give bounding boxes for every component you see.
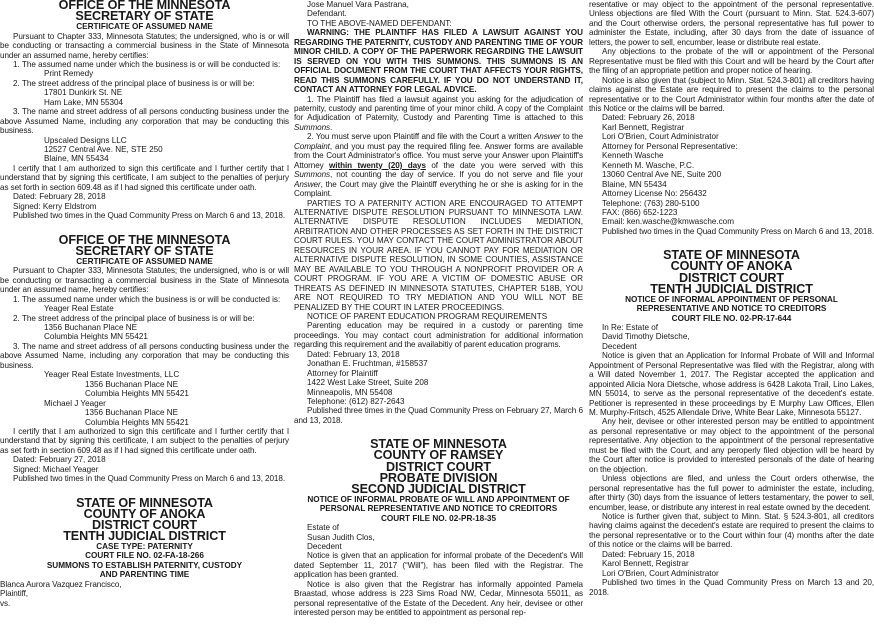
- summons-title: SUMMONS TO ESTABLISH PATERNITY, CUSTODY: [46, 560, 243, 570]
- certify-paragraph: I certify that I am authorized to sign this certificate and I further certify that I understand that by signing this certificate, I am subject to the penalties of perjury as set forth in section 609.48 as if I had signed this certificate under oath.: [0, 163, 289, 192]
- assumed-name: Print Remedy: [44, 69, 94, 79]
- item-1: 1. The assumed name under which the business is or will be conducted is:: [13, 294, 281, 304]
- continued-paragraph: resentative or may object to the appointment of the personal representative. Unless objections are filed With the Court (pursuant to Minn. Stat. 524.3-607) and the Court otherwise orders, the personal representative has full power to administer the Estate, including, after 30 days from the date of issuance of letters, the power to sell, encumber, lease or distribute real estate.: [589, 0, 874, 47]
- notice-assumed-name-yeager: [0, 232, 289, 484]
- notice-heading: OFFICE OF THE MINNESOTA: [58, 0, 231, 12]
- signature-line: Telephone: (612) 827-2643: [307, 397, 405, 407]
- signature-line: Blaine, MN 55434: [602, 179, 667, 189]
- estate-line: In Re: Estate of: [602, 322, 659, 332]
- certify-paragraph: I certify that I am authorized to sign this certificate and I further certify that I understand that by signing this certificate, I am subject to the penalties of perjury as set forth in section 609.48 as if I had signed this certificate under oath.: [0, 426, 289, 455]
- published-line: Published two times in the Quad Community Press on March 6 and 13, 2018.: [602, 226, 874, 236]
- signature-line: FAX: (866) 652-1223: [602, 207, 678, 217]
- notice-subheading: PERSONAL REPRESENTATIVE AND NOTICE TO CREDITORS: [319, 504, 558, 514]
- notice-subheading: CERTIFICATE OF ASSUMED NAME: [76, 22, 213, 32]
- signature-line: 13060 Central Ave NE, Suite 200: [602, 170, 722, 180]
- paragraph: Notice is also given that the Registrar has informally appointed Pamela Braastad, whose address is 223 Sims Road NW, Cedar, Minnesota 55011, as personal representative of the Estate of the Decedent. Any heir, devisee or other interested person may be entitled to appointment as personal rep-: [294, 579, 583, 618]
- warning-paragraph: WARNING: THE PLAINTIFF HAS FILED A LAWSUIT AGAINST YOU REGARDING THE PATERNITY, CUSTODY AND PARENTING TIME OF YOUR MINOR CHILD. A COPY OF THE PAPERWORK REGARDING THE LAWSUIT IS SERVED ON YOU WITH THIS SUMMONS. THIS SUMMONS IS AN OFFICIAL DOCUMENT FROM THE COURT THAT AFFECTS YOUR RIGHTS, READ THIS SUMMONS CAREFULLY. IF YOU DO NOT UNDERSTAND IT, CONTACT AN ATTORNEY FOR LEGAL ADVICE.: [294, 28, 583, 95]
- parent-education-title: NOTICE OF PARENT EDUCATION PROGRAM REQUIREMENTS: [307, 311, 548, 321]
- signature-line: Lori O'Brien, Court Administrator: [602, 568, 719, 578]
- estate-line: David Timothy Dietsche,: [602, 332, 690, 342]
- versus: vs.: [0, 598, 11, 608]
- signature-line: Attorney for Personal Representative:: [602, 141, 738, 151]
- court-heading: DISTRICT COURT: [679, 270, 784, 285]
- assumed-name: Yeager Real Estate: [44, 304, 114, 314]
- court-heading: COUNTY OF RAMSEY: [373, 448, 504, 463]
- court-heading: TENTH JUDICIAL DISTRICT: [63, 528, 226, 543]
- person-line: Upscaled Designs LLC: [44, 135, 127, 145]
- notice-heading: SECRETARY OF STATE: [75, 243, 214, 258]
- column-2: [294, 0, 583, 630]
- dated: Dated: February 28, 2018: [13, 192, 106, 202]
- estate-line: Susan Judith Clos,: [307, 532, 375, 542]
- column-1: [0, 0, 289, 630]
- summons-title: AND PARENTING TIME: [99, 570, 190, 580]
- paragraph: Notice is given that an Application for Informal Probate of Will and Informal Appointment of Personal Representative was filed with the Registrar, along with a Will dated November 1, 2017. The Registar accepted the application and appointed Alicia Nora Dietsche, whose address is 6428 Lakota Trail, Lino Lakes, MN 55014, to serve as the personal representative of the decedent's estate. Petitioner is represented in these proceedings by E Murphy Law Offices, Ellen M. Murphy-Fritsch, 4525 Allendale Drive, White Bear Lake, Minnesota 55127.: [589, 351, 874, 417]
- court-heading: PROBATE DIVISION: [379, 470, 498, 485]
- item-2: 2. The street address of the principal place of business is or will be:: [13, 313, 255, 323]
- signature-line: Telephone: (763) 280-5100: [602, 198, 700, 208]
- plaintiff-name: Blanca Aurora Vazquez Francisco,: [0, 579, 122, 589]
- defendant-name: Jose Manuel Vara Pastrana,: [307, 0, 409, 9]
- signature-line: Karl Bennett, Registrar: [602, 122, 685, 132]
- notice-summons-paternity: [0, 495, 289, 608]
- signature-line: Dated: February 13, 2018: [307, 349, 400, 359]
- notice-heading: SECRETARY OF STATE: [75, 9, 214, 24]
- person-line: 12527 Central Ave. NE, STE 250: [44, 145, 163, 155]
- adr-paragraph: PARTIES TO A PATERNITY ACTION ARE ENCOURAGED TO ATTEMPT ALTERNATIVE DISPUTE RESOLUTION PURSUANT TO MINNESOTA LAW. ALTERNATIVE DISPUTE RESOLUTION INCLUDES MEDIATION, ARBITRATION AND OTHER PROCESSES AS SET FORTH IN THE DISTRICT COURT RULES. YOU MAY CONTACT THE COURT ADMINISTRATOR ABOUT RESOURCES IN YOUR AREA. IF YOU CANNOT PAY FOR MEDIATION OR ALTERNATIVE DISPUTE RESOLUTION, IN SOME COUNTIES, ASSISTANCE MAY BE AVAILABLE TO YOU THROUGH A NONPROFIT PROVIDER OR A COURT PROGRAM. IF YOU ARE A VICTIM OF DOMESTIC ABUSE OR THREATS AS DEFINED IN MINNESOTA STATUTES, CHAPTER 518B, YOU ARE NOT REQUIRED TO TRY MEDIATION AND YOU WILL NOT BE PENALIZED BY THE COURT IN LATER PROCEEDINGS.: [294, 198, 583, 312]
- paragraph: Notice is also given that (subject to Minn. Stat. 524.3-801) all creditors having claims against the Estate are required to present the claims to the personal representative or to the Court Administrator within four months after the date of this Notice or the claims will be barred.: [589, 75, 874, 113]
- signature-line: Dated: February 15, 2018: [602, 549, 695, 559]
- signature-line: 1422 West Lake Street, Suite 208: [307, 378, 429, 388]
- address-line: Columbia Heights MN 55421: [44, 332, 148, 342]
- published-line: Published two times in the Quad Community Press on March 6 and 13, 2018.: [13, 211, 285, 221]
- published-line: Published two times in the Quad Community Press on March 6 and 13, 2018.: [13, 474, 285, 484]
- signature-line: Karol Bennett, Registrar: [602, 559, 689, 569]
- person-address: Columbia Heights MN 55421: [85, 417, 189, 427]
- intro-paragraph: Pursuant to Chapter 333, Minnesota Statutes; the undersigned, who is or will be conducting or transacting a commercial business in the State of Minnesota under an assumed name, hereby certifies:: [0, 266, 289, 295]
- person-address: 1356 Buchanan Place NE: [85, 408, 179, 418]
- estate-line: Decedent: [307, 541, 342, 551]
- paragraph: Notice is given that an application for informal probate of the Decedent's Will dated September 11, 2017 (“Will”), has been filed with the Registrar. The application has been granted.: [294, 551, 583, 580]
- paragraph: Any heir, devisee or other interested person may be entitled to appointment as personal representative or may object to the appointment of the personal representative. Any objection to the appointment of the personal representative must be filed with the Court, and any peroperly filed objection will be heard by the Court after notice is provided to interested personals of the date of hearing on the objection.: [589, 417, 874, 474]
- notice-informal-probate-clos: [294, 439, 583, 617]
- signature-line: Attorney License No: 256432: [602, 189, 707, 199]
- notice-subheading: CERTIFICATE OF ASSUMED NAME: [76, 256, 213, 266]
- signed: Signed: Kerry Eldstrom: [13, 201, 97, 211]
- signature-line: Kenneth M. Wasche, P.C.: [602, 160, 695, 170]
- intro-paragraph: Pursuant to Chapter 333, Minnesota Statutes; the undersigned, who is or will be conducting or transacting a commercial business in the State of Minnesota under an assumed name, hereby certifies:: [0, 31, 289, 60]
- court-file-no: COURT FILE NO. 02-PR-17-644: [671, 313, 792, 323]
- email-line: Email: ken.wasche@kmwasche.com: [602, 217, 734, 227]
- court-heading: DISTRICT COURT: [92, 517, 197, 532]
- person-address: Columbia Heights MN 55421: [85, 389, 189, 399]
- case-type: CASE TYPE: PATERNITY: [96, 542, 193, 552]
- court-heading: TENTH JUDICIAL DISTRICT: [650, 281, 813, 296]
- paragraph: Notice is further given that, subject to Minn. Stat. § 524.3-801, all creditors having claims against the decedent's estate are required to present the claims to the personal representative or to the Court within four (4) months after the date of this notice or the claims will be barred.: [589, 511, 874, 550]
- signed: Signed: Michael Yeager: [13, 464, 99, 474]
- item-1: 1. The assumed name under which the business is or will be conducted is:: [13, 59, 281, 69]
- parenting-paragraph: Parenting education may be required in a custody or parenting time proceedings. You may contact court administration for additional information regarding this requirement and the availabitiy of parent education programs.: [294, 321, 583, 350]
- notice-subheading: NOTICE OF INFORMAL PROBATE OF WILL AND APPOINTMENT OF: [307, 494, 570, 504]
- court-heading: COUNTY OF ANOKA: [83, 506, 206, 521]
- signature-line: Kenneth Wasche: [602, 151, 664, 161]
- person-name: Yeager Real Estate Investments, LLC: [44, 370, 180, 380]
- defendant-label: Defendant.: [307, 9, 347, 19]
- signature-line: Jonathan E. Fruchtman, #158537: [307, 359, 428, 369]
- paragraph-1: 1. The Plaintiff has filed a lawsuit against you asking for the adjudication of paternity, custody and parenting time of your minor child. A copy of the Complaint for Adjudication of Paternity, Custody and Parenting Time is attached to this Summons.: [294, 94, 583, 132]
- court-heading: SECOND JUDICIAL DISTRICT: [351, 481, 526, 496]
- address-line: Ham Lake, MN 55304: [44, 97, 124, 107]
- paragraph: Any objections to the probate of the will or appointment of the Personal Representative must be filed with this Court and will be heard by the Court after the filing of an appropriate petition and proper notice of hearing.: [589, 47, 874, 76]
- address-line: 1356 Buchanan Place NE: [44, 322, 138, 332]
- published-line: Published two times in the Quad Community Press on March 13 and 20, 2018.: [589, 578, 874, 597]
- notice-subheading: REPRESENTATIVE AND NOTICE TO CREDITORS: [636, 304, 827, 314]
- to-defendant: TO THE ABOVE-NAMED DEFENDANT:: [307, 18, 452, 28]
- paragraph: Unless objections are filed, and unless the Court orders otherwise, the personal representative has the full power to administer the estate, including, after thirty (30) days from the issuance of letters testamentary, the power to sell, encumber, lease, or distribute any interest in real estate owned by the decedent.: [589, 474, 874, 512]
- court-heading: STATE OF MINNESOTA: [663, 248, 800, 263]
- signature-line: Attorney for Plaintiff: [307, 368, 378, 378]
- column-3: [589, 0, 874, 630]
- court-file-no: COURT FILE NO. 02-PR-18-35: [380, 513, 497, 523]
- notice-assumed-name-print-remedy: [0, 0, 289, 221]
- person-name: Michael J Yeager: [44, 398, 106, 408]
- item-3: 3. The name and street address of all persons conducting business under the above Assumed Name, including any corporation that may be conducting this business.: [0, 107, 289, 136]
- court-heading: DISTRICT COURT: [386, 459, 491, 474]
- estate-line: Estate of: [307, 523, 340, 533]
- dated: Dated: February 27, 2018: [13, 455, 106, 465]
- address-line: 17801 Dunkirk St. NE: [44, 88, 123, 98]
- notice-heading: OFFICE OF THE MINNESOTA: [58, 232, 231, 247]
- court-heading: STATE OF MINNESOTA: [370, 437, 507, 452]
- court-file-no: COURT FILE NO. 02-FA-18-266: [85, 551, 204, 561]
- plaintiff-label: Plaintiff,: [0, 589, 28, 599]
- deadline-emphasis: within twenty (20) days: [329, 160, 426, 170]
- paragraph-2: 2. You must serve upon Plaintiff and file with the Court a written Answer to the Complaint, and you must pay the required filing fee. Answer forms are available from the Court Administrator's office. You must serve your Answer upon Plaintiff's Attorney within twenty (20) days of the date you were served with this Summons, not counting the day of service. If you do not serve and file your Answer, the Court may give the Plaintiff everything he or she is asking for in the Complaint.: [294, 132, 583, 199]
- signature-line: Dated: February 26, 2018: [602, 113, 695, 123]
- court-heading: STATE OF MINNESOTA: [76, 495, 213, 510]
- item-3: 3. The name and street address of all persons conducting business under the above Assumed Name, including any corporation that may be conducting this business.: [0, 341, 289, 370]
- signature-line: Minneapolis, MN 55408: [307, 387, 393, 397]
- estate-line: Decedent: [602, 341, 637, 351]
- signature-line: Lori O'Brien, Court Administrator: [602, 132, 719, 142]
- person-line: Blaine, MN 55434: [44, 154, 109, 164]
- published-line: Published three times in the Quad Community Press on February 27, March 6 and 13, 2018.: [294, 406, 583, 425]
- court-heading: COUNTY OF ANOKA: [670, 259, 793, 274]
- person-address: 1356 Buchanan Place NE: [85, 379, 179, 389]
- notice-informal-appointment-dietsche: [589, 250, 874, 597]
- notice-subheading: NOTICE OF INFORMAL APPOINTMENT OF PERSONAL: [625, 294, 838, 304]
- item-2: 2. The street address of the principal place of business is or will be:: [13, 78, 255, 88]
